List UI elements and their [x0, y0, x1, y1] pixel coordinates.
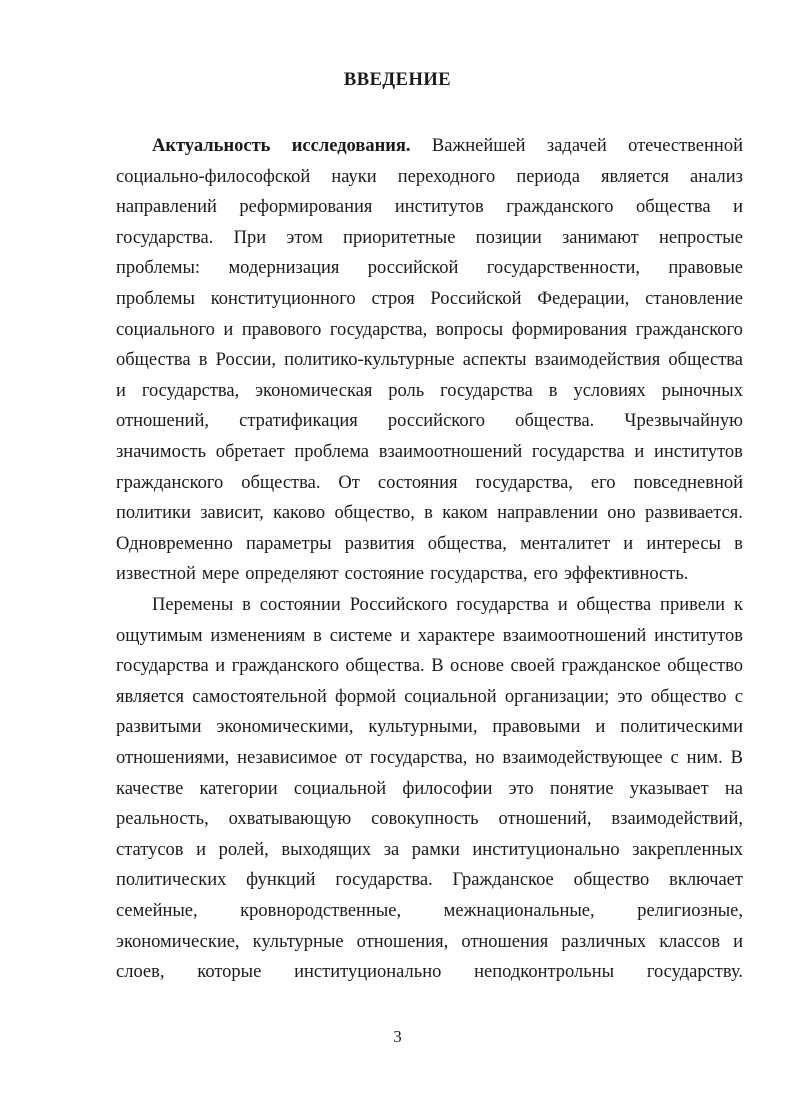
word: формой [334, 686, 397, 707]
word: и [634, 442, 645, 462]
word: государства, [141, 380, 240, 401]
word: кровнородственные, [240, 901, 402, 921]
word: государства, [475, 472, 573, 493]
word: От [338, 472, 360, 493]
word: отношения [461, 931, 549, 952]
word: государства, [329, 319, 428, 340]
word: является [600, 166, 669, 187]
text-line [116, 927, 743, 957]
text-line [116, 712, 743, 742]
page-number: 3 [393, 1027, 402, 1046]
word: правовые [668, 258, 743, 279]
word: указывает [629, 778, 709, 799]
text-line [116, 406, 743, 436]
word: формирования [511, 319, 628, 340]
word: известной [116, 564, 196, 585]
word: государства [456, 595, 549, 615]
word: правового [241, 319, 322, 340]
word: социальной [293, 778, 387, 799]
word: качестве [116, 778, 184, 799]
word: и [557, 595, 568, 615]
word: взаимодействия [534, 350, 661, 371]
word: гражданское [561, 656, 661, 677]
word: науки [331, 166, 377, 187]
word: в [313, 625, 322, 646]
word: политических [116, 870, 227, 891]
word: приоритетные [343, 227, 456, 248]
word: ролей, [218, 839, 269, 860]
word: это [508, 778, 534, 799]
text-line [116, 529, 743, 559]
word: за [383, 839, 400, 860]
text-line [116, 162, 743, 192]
word: непростые [659, 227, 743, 248]
word: институтов [654, 442, 743, 462]
word: Российского [349, 595, 448, 615]
text-line [116, 437, 743, 467]
word: развитыми [116, 717, 202, 738]
word: в [424, 503, 433, 524]
word: общества [116, 350, 191, 371]
text-line [116, 835, 743, 865]
word: но [475, 748, 495, 768]
word: общество [667, 656, 743, 677]
word: В [431, 656, 444, 677]
word: в [242, 595, 251, 615]
word: каково [273, 503, 326, 524]
word: институтов [654, 625, 743, 646]
word: реальность, [116, 809, 209, 830]
word: В [730, 748, 743, 768]
word: и [400, 625, 410, 646]
text-line [116, 253, 743, 283]
word: Важнейшей [431, 136, 526, 156]
word: и [116, 380, 126, 401]
word: к [733, 595, 743, 615]
word: гражданского [635, 319, 743, 340]
word: гражданского [231, 656, 339, 677]
word: аспекты [462, 350, 527, 371]
word: состояния [377, 472, 458, 493]
word: институционально [294, 962, 442, 983]
word: экономическая [255, 380, 373, 401]
word: обретает [215, 442, 285, 462]
word: зависит, [200, 503, 264, 524]
text-line [116, 804, 743, 834]
text-line [116, 468, 743, 498]
word: философии [402, 778, 493, 799]
text-line [116, 865, 743, 895]
word: позиции [475, 227, 542, 248]
word: отечественной [628, 136, 743, 156]
word: функций [246, 870, 316, 891]
word: государства [531, 442, 625, 462]
word: строя [371, 289, 415, 309]
text-line [116, 774, 743, 804]
word: общества [576, 595, 652, 615]
text-line [116, 957, 743, 987]
word: отношения, [356, 931, 449, 952]
word: направлений [116, 197, 217, 218]
word: слоев, [116, 962, 165, 983]
word: общества. [515, 411, 595, 432]
word: анализ [690, 166, 743, 187]
word: охватывающую [228, 809, 352, 830]
text-line [152, 590, 743, 620]
text-line [116, 498, 743, 528]
word: общество [573, 870, 650, 891]
word: параметры [246, 533, 332, 554]
word: мере [201, 564, 240, 585]
word: задачей [546, 136, 607, 156]
word: проблемы [116, 289, 195, 309]
word: общества. [241, 472, 321, 493]
word: институционально [472, 839, 620, 860]
word: и [196, 839, 207, 860]
word: занимают [561, 227, 639, 248]
text-line [116, 682, 743, 712]
word: и [623, 533, 634, 554]
word: в [198, 350, 208, 371]
word: становление [645, 289, 743, 309]
word: социальной [404, 686, 497, 707]
word: определяют [245, 564, 339, 585]
text-line [116, 621, 743, 651]
word: в [734, 533, 743, 554]
word: которые [197, 962, 262, 983]
word: состояние [344, 564, 425, 585]
word: понятие [549, 778, 614, 799]
word: реформирования [239, 197, 373, 218]
page-title: ВВЕДЕНИЕ [343, 70, 452, 90]
word: менталитет [520, 533, 611, 554]
word: системе [329, 625, 393, 646]
word: различных [561, 931, 647, 952]
word: повседневной [633, 472, 743, 493]
word: Перемены [152, 595, 234, 615]
word: гражданского [506, 197, 614, 218]
word: с [670, 748, 679, 768]
word: Одновременно [116, 533, 233, 554]
word: отношениями, [116, 748, 230, 768]
word: общества [636, 197, 711, 218]
word: это [617, 686, 643, 707]
word: развития [344, 533, 415, 554]
word: взаимоотношений [502, 625, 647, 646]
word: и [215, 656, 226, 677]
word: общество [650, 686, 727, 707]
bold-word: исследования. [291, 136, 411, 156]
word: культурными, [368, 717, 478, 738]
word: государства [440, 380, 533, 401]
word: Гражданское [452, 870, 554, 891]
word: российской [367, 258, 459, 279]
word: общество, [334, 503, 415, 524]
text-line [116, 896, 743, 926]
word: социально-философской [116, 166, 311, 187]
word: классов [659, 931, 721, 952]
word: основе [450, 656, 504, 677]
word: периода [516, 166, 580, 187]
word: политико-культурные [284, 350, 455, 371]
word: социального [116, 319, 215, 340]
text-line [116, 743, 743, 773]
word: роль [388, 380, 425, 401]
word: и [595, 717, 606, 738]
word: экономическими, [216, 717, 354, 738]
word: общества, [427, 533, 507, 554]
word: этом [286, 227, 323, 248]
word: независимое [237, 748, 338, 768]
word: модернизация [228, 258, 340, 279]
word: значимость [116, 442, 207, 462]
text-line [116, 192, 743, 222]
word: взаимодействий, [611, 809, 743, 830]
word: от [345, 748, 363, 768]
word: и [223, 319, 234, 340]
word: государству. [646, 962, 743, 983]
word: самостоятельной [192, 686, 327, 707]
word: политики [116, 503, 191, 524]
word: отношений, [116, 411, 210, 432]
word: российского [387, 411, 485, 432]
word: взаимоотношений [378, 442, 523, 462]
word: и [733, 197, 743, 218]
text-line [116, 223, 743, 253]
word: является [116, 686, 184, 707]
word: статусов [116, 839, 184, 860]
word: правовыми [492, 717, 581, 738]
word: институтов [394, 197, 484, 218]
word: неподконтрольны [474, 962, 615, 983]
word: государства, [370, 748, 468, 768]
word: своей [510, 656, 555, 677]
word: интересы [646, 533, 721, 554]
word: ощутимым [116, 625, 203, 646]
word: общества. [345, 656, 425, 677]
word: совокупность [371, 809, 479, 830]
bold-word: Актуальность [152, 136, 271, 156]
word: развивается. [644, 503, 743, 524]
word: переходного [397, 166, 496, 187]
word: межнациональные, [443, 901, 595, 921]
word: на [724, 778, 743, 799]
word: состоянии [259, 595, 341, 615]
word: каком [442, 503, 488, 524]
word: религиозные, [637, 901, 743, 921]
word: включает [669, 870, 743, 891]
word: Федерации, [537, 289, 630, 309]
word: Российской [430, 289, 522, 309]
word: государства. [335, 870, 433, 891]
word: и [733, 931, 743, 952]
word: Чрезвычайную [624, 411, 743, 432]
word: организации; [504, 686, 610, 707]
word: России, [215, 350, 276, 371]
word: гражданского [116, 472, 224, 493]
word: в [548, 380, 558, 401]
word: выходящих [281, 839, 372, 860]
word: привели [660, 595, 726, 615]
word: государства [116, 656, 209, 677]
word: семейные, [116, 901, 198, 921]
word: проблема [294, 442, 369, 462]
word: государства. [116, 227, 214, 248]
word: государственности, [486, 258, 640, 279]
word: оно [607, 503, 636, 524]
text-line [116, 559, 743, 589]
word: характере [417, 625, 495, 646]
word: взаимодействующее [502, 748, 663, 768]
word: конституционного [210, 289, 356, 309]
text-line [116, 315, 743, 345]
word: рыночных [661, 380, 743, 401]
word: рамки [411, 839, 460, 860]
word: эффективность. [564, 564, 689, 585]
word: культурные [252, 931, 344, 952]
word: экономические, [116, 931, 240, 952]
word: закрепленных [632, 839, 743, 860]
word: направлении [497, 503, 598, 524]
text-line [116, 376, 743, 406]
word: политическими [620, 717, 743, 738]
word: государства, [430, 564, 528, 585]
word: категории [199, 778, 278, 799]
text-line [116, 284, 743, 314]
word: изменениям [210, 625, 306, 646]
text-line [152, 131, 743, 161]
word: общества [668, 350, 743, 371]
word: ним. [686, 748, 723, 768]
word: стратификация [239, 411, 358, 432]
word: его [590, 472, 616, 493]
word: условиях [573, 380, 646, 401]
text-line [116, 651, 743, 681]
word: вопросы [435, 319, 504, 340]
text-line [116, 345, 743, 375]
word: отношений, [498, 809, 592, 830]
word: При [233, 227, 267, 248]
word: с [734, 686, 743, 707]
word: проблемы: [116, 258, 201, 279]
word: его [533, 564, 559, 585]
